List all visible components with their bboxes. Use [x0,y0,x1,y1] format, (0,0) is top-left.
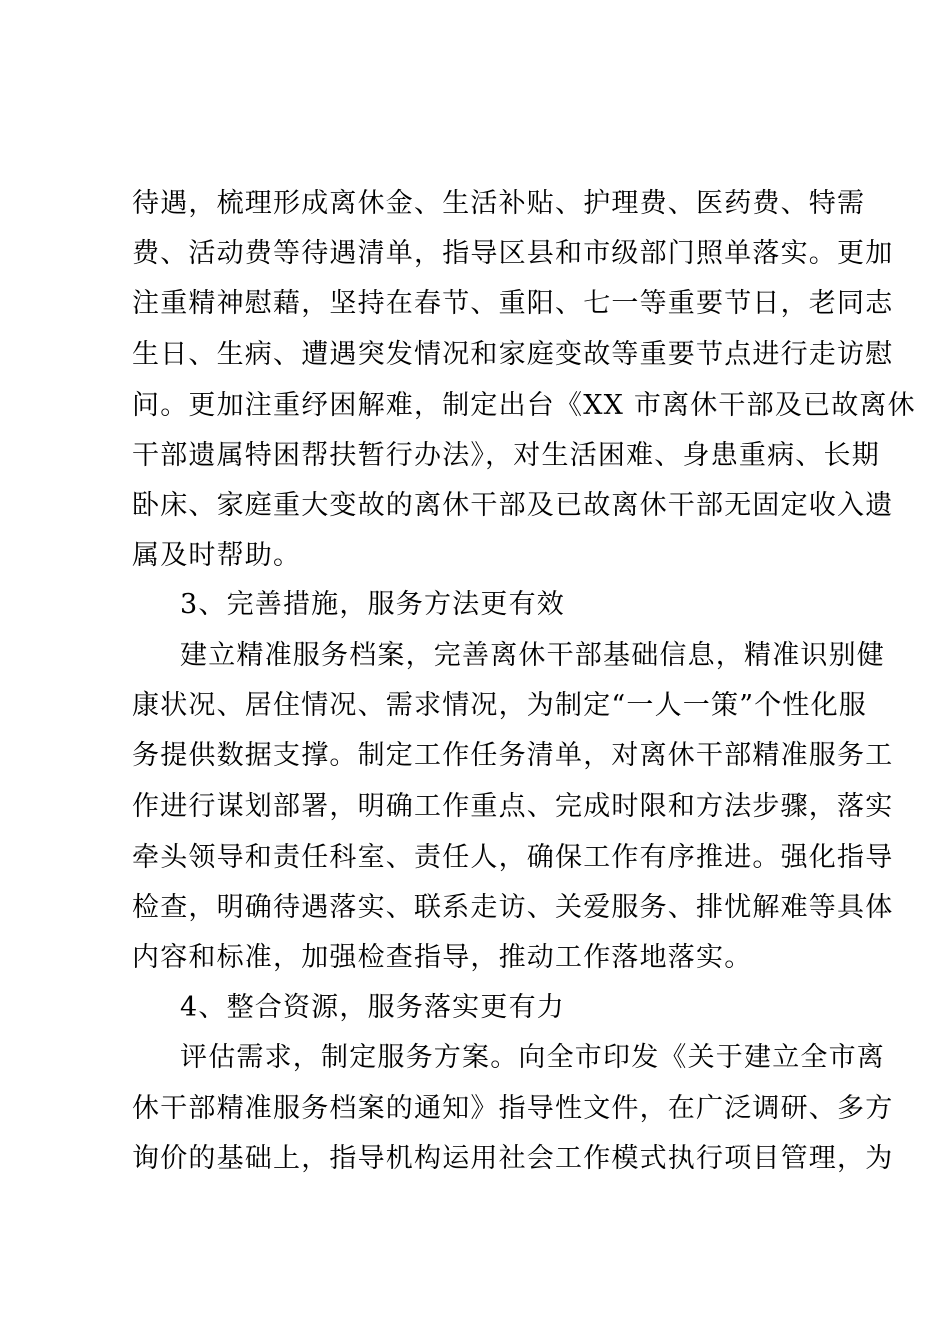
text-line-2: 费、活动费等待遇清单，指导区县和市级部门照单落实。更加 [132,238,894,269]
text-line-12: 务提供数据支撑。制定工作任务清单，对离休干部精准服务工 [132,740,894,771]
text-line-1: 待遇，梳理形成离休金、生活补贴、护理费、医药费、特需 [132,188,866,219]
text-line-14: 牵头领导和责任科室、责任人，确保工作有序推进。强化指导 [132,842,894,873]
section-heading-4: 4、整合资源，服务落实更有力 [180,992,565,1023]
text-line-4: 生日、生病、遭遇突发情况和家庭变故等重要节点进行走访慰 [132,339,894,370]
text-line-5: 问。更加注重纾困解难，制定出台《XX 市离休干部及已故离休 [132,390,916,421]
text-line-15: 检查，明确待遇落实、联系走访、关爱服务、排忧解难等具体 [132,892,894,923]
text-line-11: 康状况、居住情况、需求情况，为制定“一人一策”个性化服 [132,690,868,721]
text-line-7: 卧床、家庭重大变故的离休干部及已故离休干部无固定收入遗 [132,490,894,521]
text-line-19: 休干部精准服务档案的通知》指导性文件，在广泛调研、多方 [132,1093,894,1124]
text-line-3: 注重精神慰藉，坚持在春节、重阳、七一等重要节日，老同志 [132,288,894,319]
text-line-6: 干部遗属特困帮扶暂行办法》，对生活困难、身患重病、长期 [132,440,880,471]
text-line-13: 作进行谋划部署，明确工作重点、完成时限和方法步骤，落实 [132,791,894,822]
section-heading-3: 3、完善措施，服务方法更有效 [180,589,565,620]
text-line-20: 询价的基础上，指导机构运用社会工作模式执行项目管理，为 [132,1143,894,1174]
text-line-16: 内容和标准，加强检查指导，推动工作落地落实。 [132,942,753,973]
paragraph-start-line: 建立精准服务档案，完善离休干部基础信息，精准识别健 [180,640,885,671]
text-line-8: 属及时帮助。 [132,540,302,571]
paragraph-start-line: 评估需求，制定服务方案。向全市印发《关于建立全市离 [180,1042,885,1073]
